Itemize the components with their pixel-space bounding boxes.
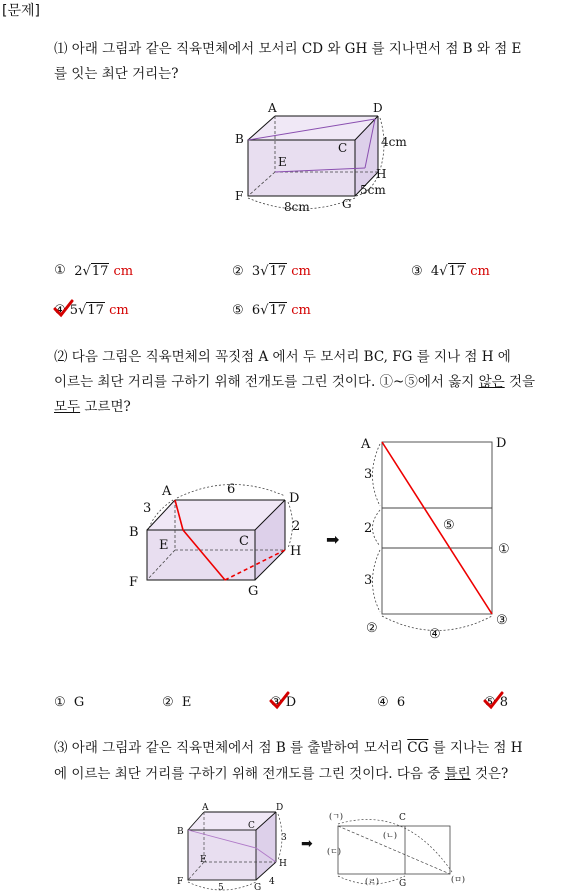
label-F: F: [177, 877, 184, 887]
q2-text-line2: 이르는 최단 거리를 구하기 위해 전개도를 그린 것이다. ①~⑤에서 옳지 않은 것을: [54, 374, 536, 390]
arrow-right-icon: ➡: [326, 530, 340, 549]
net-label-three-bottom: 3: [364, 573, 373, 588]
q3-text-line1: ⑶ 아래 그림과 같은 직육면체에서 점 B 를 출발하여 모서리 $\overline{CG}$ 를 지나는 점 H: [54, 740, 523, 756]
net-mark-c: (ㄷ): [327, 847, 341, 856]
label-E: E: [200, 855, 207, 865]
net-mark-e: (ㅁ): [451, 875, 465, 884]
q1-cuboid-figure: [230, 100, 410, 215]
q3-net-figure: [325, 806, 465, 892]
net-mark-a: (ㄱ): [329, 812, 343, 821]
label-H: H: [279, 859, 287, 869]
label-height: 4cm: [381, 135, 407, 149]
net-mark-1: ①: [498, 542, 510, 557]
section-header: [문제]: [2, 3, 40, 19]
label-four: 4: [269, 877, 275, 887]
net-mark-b: (ㄴ): [383, 831, 397, 840]
label-G: G: [342, 197, 352, 211]
q1-option-3[interactable]: ③ 4√17 cm: [411, 264, 490, 279]
q3-cuboid-figure: [172, 800, 292, 892]
q2-text-line3: 모두 고르면?: [54, 399, 131, 415]
label-H: H: [290, 544, 302, 559]
label-B: B: [177, 827, 184, 837]
label-G: G: [254, 883, 262, 892]
net-label-C: C: [399, 813, 406, 823]
q1-option-1[interactable]: ① 2√17 cm: [54, 263, 134, 279]
q3-text-line2: 에 이르는 최단 거리를 구하기 위해 전개도를 그린 것이다. 다음 중 틀린 것은?: [54, 766, 509, 782]
q2-option-4[interactable]: ④ 6: [377, 695, 406, 710]
q2-option-5[interactable]: ⑤ 8: [484, 695, 508, 710]
arrow-right-icon: ➡: [301, 836, 313, 852]
q2-option-1[interactable]: ① G: [54, 695, 85, 710]
label-B: B: [235, 132, 244, 146]
net-label-G: G: [399, 879, 407, 889]
q2-text-line1: ⑵ 다음 그림은 직육면체의 꼭짓점 A 에서 두 모서리 BC, FG 를 지나 점 H 에: [54, 349, 511, 365]
label-six: 6: [227, 482, 236, 497]
label-B: B: [129, 525, 139, 540]
q2-net-figure: [355, 430, 525, 650]
net-mark-2: ②: [366, 621, 378, 636]
label-C: C: [239, 534, 249, 549]
q1-option-5[interactable]: ⑤ 6√17 cm: [232, 303, 311, 318]
net-label-three-top: 3: [364, 467, 373, 482]
label-A: A: [268, 101, 277, 115]
label-three: 3: [143, 501, 152, 516]
q2-cuboid-figure: [125, 478, 315, 600]
net-mark-5: ⑤: [443, 518, 455, 533]
net-label-D: D: [496, 436, 507, 451]
label-H: H: [376, 167, 387, 181]
label-C: C: [338, 141, 348, 155]
label-D: D: [276, 803, 284, 813]
label-G: G: [248, 584, 259, 599]
checkmark-icon: [52, 299, 74, 319]
q1-option-4[interactable]: ④ 5√17 cm: [54, 303, 129, 318]
checkmark-icon: [482, 691, 504, 711]
label-two: 2: [292, 519, 301, 534]
net-mark-4: ④: [429, 627, 441, 642]
label-C: C: [248, 821, 255, 831]
q2-option-3[interactable]: ③ D: [270, 695, 296, 710]
label-F: F: [235, 189, 244, 203]
label-E: E: [159, 538, 169, 553]
q1-option-2[interactable]: ② 3√17 cm: [232, 264, 311, 279]
label-E: E: [278, 155, 287, 169]
label-A: A: [162, 484, 172, 499]
label-A: A: [202, 803, 209, 813]
net-label-two: 2: [364, 521, 373, 536]
q1-text-line1: ⑴ 아래 그림과 같은 직육면체에서 모서리 CD 와 GH 를 지나면서 점 B 와 점 E: [54, 41, 522, 57]
net-mark-d: (ㄹ): [365, 877, 379, 886]
label-D: D: [289, 491, 300, 506]
q2-option-2[interactable]: ② E: [162, 695, 192, 710]
label-D: D: [373, 101, 383, 115]
label-three: 3: [281, 833, 287, 843]
net-mark-3: ③: [496, 613, 508, 628]
net-label-A: A: [361, 437, 371, 452]
label-width: 5cm: [360, 183, 386, 197]
q1-text-line2: 를 잇는 최단 거리는?: [54, 66, 179, 82]
label-length: 8cm: [284, 200, 310, 214]
label-five: 5: [218, 883, 224, 892]
label-F: F: [129, 575, 139, 590]
checkmark-icon: [268, 691, 290, 711]
